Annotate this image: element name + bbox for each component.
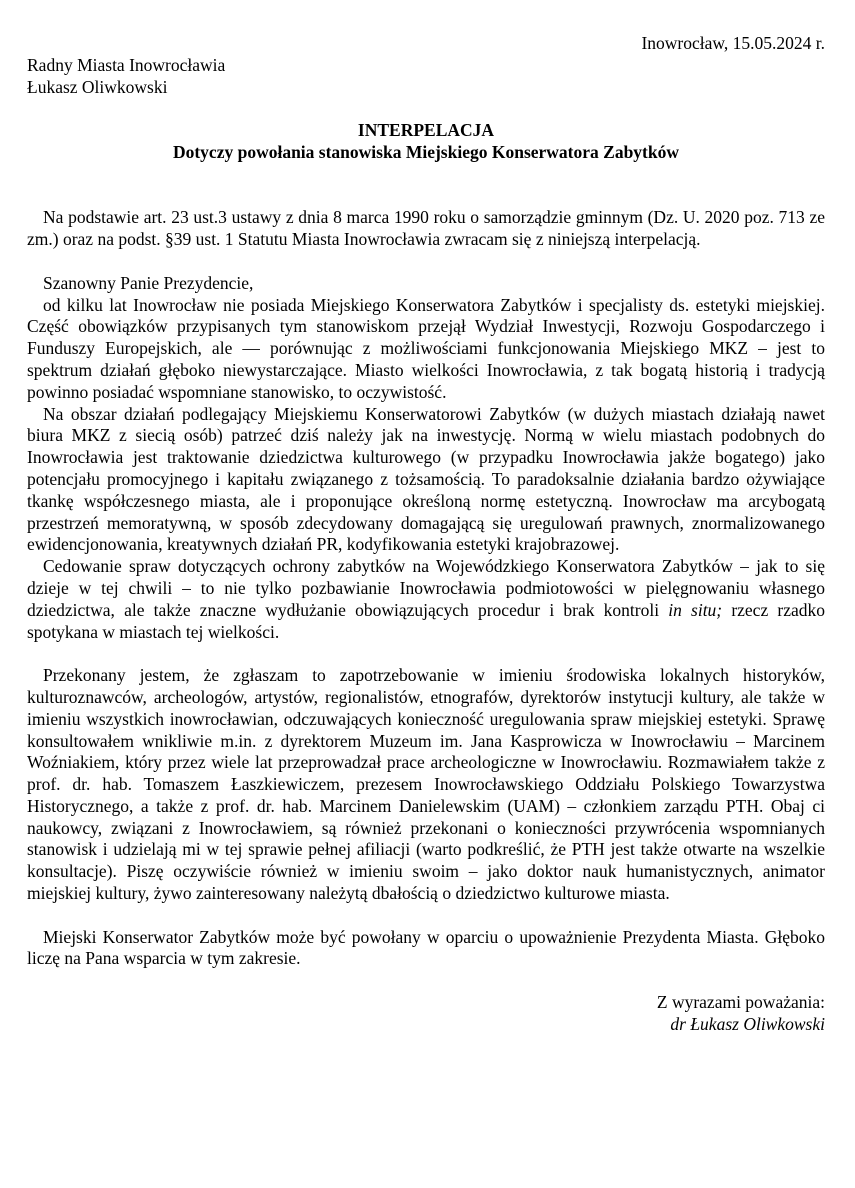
closing-formula: Z wyrazami poważania: <box>656 992 825 1013</box>
paragraph-area: Na obszar działań podlegający Miejskiemu Konserwatorowi Zabytków (w dużych miastach działają nawet biura MKZ z siecią osób) patrzeć dziś należy jak na inwestycję. Normą w wielu miastach podobnych do Inowrocławia jest traktowanie dziedzictwa kulturowego (w przypadku Inowrocławia jakże bogatego) jako potencjału promocyjnego i kapitału związanego z tożsamością. To paradoksalnie działania bardzo ożywiające tkankę współczesnego miasta, ale i proponujące określoną normę estetyczną. Inowrocław ma arcybogatą przestrzeń memoratywną, w sposób zdecydowany domagającą się uregulowań prawnych, znormalizowanego ewidencjonowania, kreatywnych działań PR, kodyfikowania estetyki krajobrazowej. <box>27 403 825 555</box>
date-line: Inowrocław, 15.05.2024 r. <box>641 33 825 53</box>
paragraph-request: Miejski Konserwator Zabytków może być powołany w oparciu o upoważnienie Prezydenta Miasta. Głęboko liczę na Pana wsparcia w tym zakresie. <box>27 926 825 969</box>
paragraph-ceding-text: Cedowanie spraw dotyczących ochrony zabytków na Wojewódzkiego Konserwatora Zabytków – jak to się dzieje w tej chwili – to nie tylko pozbawianie Inowrocławia podmiotowości w pielęgnowaniu własnego dziedzictwa, ale także znaczne wydłużanie obowiązujących procedur i brak kontroli <box>27 556 825 620</box>
salutation: Szanowny Panie Prezydencie, <box>43 272 254 293</box>
paragraph-intro: od kilku lat Inowrocław nie posiada Miejskiego Konserwatora Zabytków i specjalisty ds. estetyki miejskiej. Część obowiązków przypisanych tym stanowiskom przejął Wydział Inwestycji, Rozwoju Gospodarczego i Funduszy Europejskich, ale — porównując z możliwościami funkcjonowania Miejskiego MKZ – jest to spektrum działań głęboko niewystarczające. Miasto wielkości Inowrocławia, z tak bogatą historią i tradycją powinno posiadać wspomniane stanowisko, to oczywistość. <box>27 294 825 402</box>
paragraph-ceding-latin-phrase: in situ; <box>668 599 723 620</box>
document-title: INTERPELACJA <box>357 120 495 141</box>
sender-block <box>27 55 825 99</box>
sender-role: Radny Miasta Inowrocławia <box>27 54 226 75</box>
sender-name: Łukasz Oliwkowski <box>27 76 168 97</box>
signature-name: dr Łukasz Oliwkowski <box>670 1013 825 1034</box>
letter-body <box>27 207 825 970</box>
paragraph-legal-basis: Na podstawie art. 23 ust.3 ustawy z dnia 8 marca 1990 roku o samorządzie gminnym (Dz. U. 2020 poz. 713 ze zm.) oraz na podst. §39 ust. 1 Statutu Miasta Inowrocławia zwracam się z niniejszą interpelacją. <box>27 207 825 250</box>
paragraph-consultations: Przekonany jestem, że zgłaszam to zapotrzebowanie w imieniu środowiska lokalnych historyków, kulturoznawców, archeologów, artystów, regionalistów, etnografów, dyrektorów instytucji kultury, ale także w imieniu wszystkich inowrocławian, odczuwających konieczność uregulowania spraw miejskiej estetyki. Sprawę konsultowałem wnikliwie m.in. z dyrektorem Muzeum im. Jana Kasprowicza w Inowrocławiu – Marcinem Woźniakiem, który przez wiele lat przeprowadzał prace archeologiczne w Inowrocławiu. Rozmawiałem także z prof. dr. hab. Tomaszem Łaszkiewiczem, prezesem Inowrocławskiego Oddziału Polskiego Towarzystwa Historycznego, a także z prof. dr. hab. Marcinem Danielewskim (UAM) – członkiem zarządu PTH. Obaj ci naukowcy, związani z Inowrocławiem, są również przekonani o konieczności przywrócenia wspomnianych stanowisk i udzielają mi w tej sprawie pełnej afiliacji (warto podkreślić, że PTH jest także otwarte na wszelkie konsultacje). Piszę oczywiście również w imieniu swoim – jako doktor nauk humanistycznych, animator miejskiej kultury, żywo zainteresowany należytą dbałością o dziedzictwo kulturowe miasta. <box>27 665 825 904</box>
closing-block <box>27 992 825 1036</box>
paragraph-ceding-text-end: rzecz rzadko spotykana w miastach tej wielkości. <box>27 599 825 642</box>
paragraph-ceding <box>27 556 825 643</box>
heading-block <box>27 120 825 164</box>
document-subtitle: Dotyczy powołania stanowiska Miejskiego Konserwatora Zabytków <box>172 141 680 162</box>
